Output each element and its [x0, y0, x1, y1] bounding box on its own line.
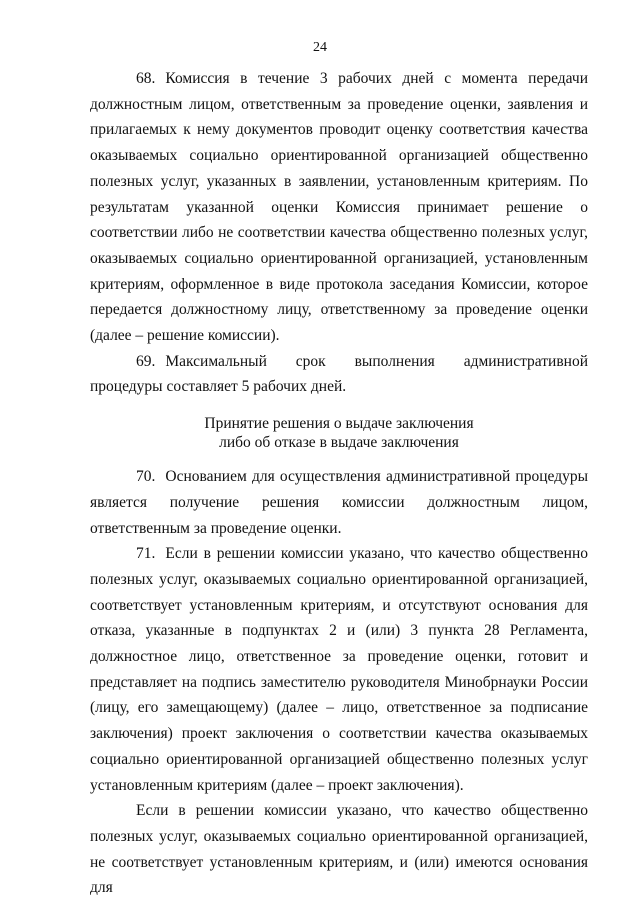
- paragraph-text: Комиссия в течение 3 рабочих дней с момента передачи должностным лицом, ответственным за проведение оценки, заявления и прилагаемых к нему документов проводит оценку соответствия качества оказываемых социально ориентированной организацией общественно полезных услуг, указанных в заявлении, установленным критериям. По результатам указанной оценки Комиссия принимает решение о соответствии либо не соответствии качества общественно полезных услуг, оказываемых социально ориентированной организацией, установленным критериям, оформленное в виде протокола заседания Комиссии, которое передается должностному лицу, ответственному за проведение оценки (далее – решение комиссии).: [90, 70, 588, 345]
- paragraph-70: [90, 464, 588, 541]
- paragraph-71: [90, 541, 588, 798]
- document-body: [90, 66, 588, 901]
- section-heading-line-1: Принятие решения о выдаче заключения: [204, 415, 474, 433]
- paragraph-text: Если в решении комиссии указано, что качество общественно полезных услуг, оказываемых социально ориентированной организацией, соответствует установленным критериям, и отсутствуют основания для отказа, указанные в подпунктах 2 и (или) 3 пункта 28 Регламента, должностное лицо, ответственное за проведение оценки, готовит и представляет на подпись заместителю руководителя Минобрнауки России (лицу, его замещающему) (далее – лицо, ответственное за подписание заключения) проект заключения о соответствии качества оказываемых социально ориентированной организацией общественно полезных услуг установленным критериям (далее – проект заключения).: [90, 545, 588, 794]
- paragraph-69: [90, 349, 588, 400]
- paragraph-number: 68.: [136, 70, 156, 87]
- page-number: 24: [313, 40, 327, 55]
- paragraph-text: Основанием для осуществления административной процедуры является получение решения комиссии должностным лицом, ответственным за проведение оценки.: [90, 468, 588, 537]
- section-heading: [90, 414, 588, 452]
- section-heading-line-2: либо об отказе в выдаче заключения: [219, 434, 459, 452]
- paragraph-text: Максимальный срок выполнения административной процедуры составляет 5 рабочих дней.: [90, 352, 588, 396]
- paragraph-number: 71.: [136, 545, 156, 563]
- paragraph-number: 70.: [136, 468, 156, 486]
- paragraph-71-continuation: [90, 798, 588, 901]
- paragraph-text: Если в решении комиссии указано, что качество общественно полезных услуг, оказываемых социально ориентированной организацией, не соответствует установленным критериям, и (или) имеются основания для: [90, 802, 588, 897]
- paragraph-68: [90, 66, 588, 349]
- paragraph-number: 69.: [136, 352, 156, 370]
